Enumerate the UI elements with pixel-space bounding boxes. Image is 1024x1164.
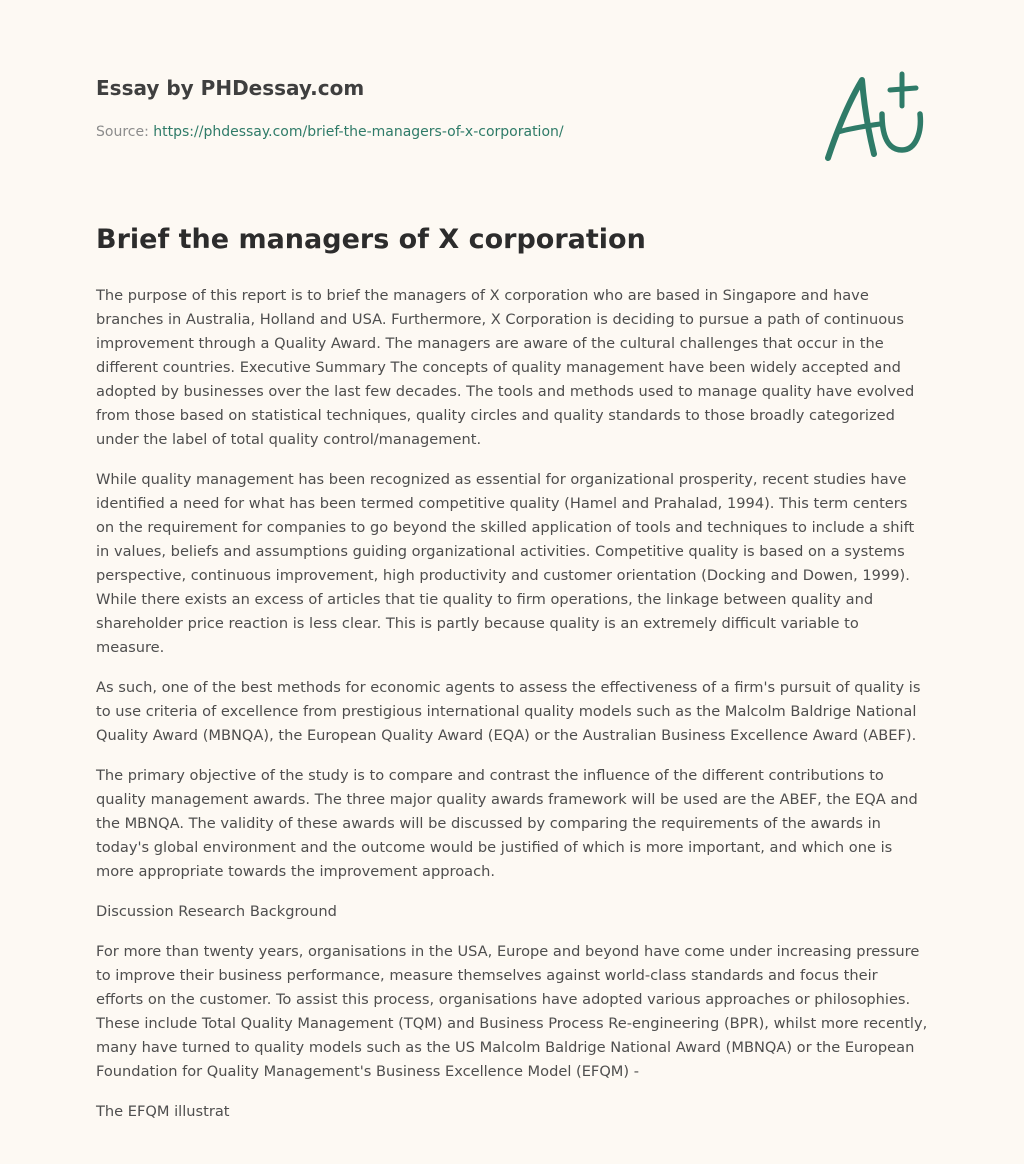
- essay-paragraph: For more than twenty years, organisations in the USA, Europe and beyond have come under increasing pressure to improve their business performance, measure themselves against world-class standards and focus their efforts on the customer. To assist this process, organisations have adopted various approaches or philosophies. These include Total Quality Management (TQM) and Business Process Re-engineering (BPR), whilst more recently, many have turned to quality models such as the US Malcolm Baldrige National Award (MBNQA) or the European Foundation for Quality Management's Business Excellence Model (EFQM) -: [96, 943, 928, 1080]
- essay-paragraph-truncated: The EFQM illustrat: [96, 1103, 230, 1120]
- essay-paragraph: The primary objective of the study is to compare and contrast the influence of the different contributions to quality management awards. The three major quality awards framework will be used are the ABEF, the EQA and the MBNQA. The validity of these awards will be discussed by comparing the requirements of the awards in today's global environment and the outcome would be justified of which is more important, and which one is more appropriate towards the improvement approach.: [96, 767, 918, 880]
- source-label: Source:: [96, 124, 149, 140]
- a-plus-logo-icon: [824, 66, 928, 166]
- essay-body: [96, 284, 928, 1140]
- section-heading: Discussion Research Background: [96, 903, 337, 920]
- essay-title: Brief the managers of X corporation: [96, 224, 646, 255]
- source-line: [96, 124, 564, 140]
- essay-paragraph: The purpose of this report is to brief the managers of X corporation who are based in Singapore and have branches in Australia, Holland and USA. Furthermore, X Corporation is deciding to pursue a path of continuous improvement through a Quality Award. The managers are aware of the cultural challenges that occur in the different countries. Executive Summary The concepts of quality management have been widely accepted and adopted by businesses over the last few decades. The tools and methods used to manage quality have evolved from those based on statistical techniques, quality circles and quality standards to those broadly categorized under the label of total quality control/management.: [96, 287, 915, 448]
- source-link[interactable]: https://phdessay.com/brief-the-managers-of-x-corporation/: [153, 124, 564, 140]
- essay-paragraph: While quality management has been recognized as essential for organizational prosperity, recent studies have identified a need for what has been termed competitive quality (Hamel and Prahalad, 1994). This term centers on the requirement for companies to go beyond the skilled application of tools and techniques to include a shift in values, beliefs and assumptions guiding organizational activities. Competitive quality is based on a systems perspective, continuous improvement, high productivity and customer orientation (Docking and Dowen, 1999). While there exists an excess of articles that tie quality to firm operations, the linkage between quality and shareholder price reaction is less clear. This is partly because quality is an extremely difficult variable to measure.: [96, 471, 915, 656]
- site-title: Essay by PHDessay.com: [96, 76, 365, 100]
- essay-paragraph: As such, one of the best methods for economic agents to assess the effectiveness of a firm's pursuit of quality is to use criteria of excellence from prestigious international quality models such as the Malcolm Baldrige National Quality Award (MBNQA), the European Quality Award (EQA) or the Australian Business Excellence Award (ABEF).: [96, 679, 921, 744]
